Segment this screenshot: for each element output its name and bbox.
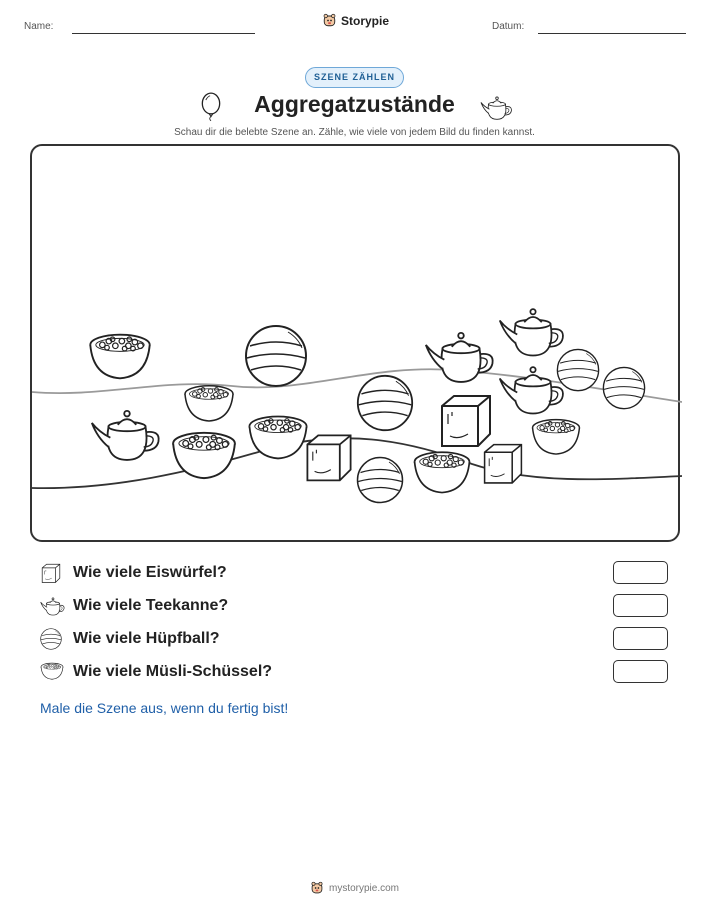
answer-box-cereal-bowl[interactable] [613,660,668,683]
footer-url[interactable]: mystorypie.com [328,882,399,894]
teapot [92,411,159,460]
cereal-bowl [90,335,149,379]
question-teapot [40,594,670,620]
cereal-bowl [415,452,470,492]
date-label: Datum: [492,21,525,32]
answer-box-bouncy-ball[interactable] [613,627,668,650]
instructions: Schau dir die belebte Szene an. Zähle, wie viele von jedem Bild du finden kannst. [174,127,535,138]
cereal-bowl [533,420,580,454]
date-line[interactable] [538,33,686,34]
brand-logo [322,13,389,28]
teapot-icon [480,94,514,121]
question-text: Wie viele Müsli-Schüssel? [73,663,273,680]
question-text: Wie viele Eiswürfel? [73,564,227,581]
ice-cube [307,435,350,480]
bouncy-ball-icon [40,628,62,650]
answer-box-ice-cube[interactable] [613,561,668,584]
bouncy-ball [246,326,306,386]
ice-cube-icon [40,562,62,584]
ice-cube [485,445,522,483]
question-text: Wie viele Hüpfball? [73,630,220,647]
name-line[interactable] [72,33,255,34]
scene-illustration [32,146,682,544]
bouncy-ball [358,458,403,503]
question-cereal-bowl [40,660,670,686]
worksheet-type-badge: SZENE ZÄHLEN [305,67,404,88]
cereal-bowl-icon [40,661,64,681]
name-label: Name: [24,21,54,32]
counting-scene [30,144,680,542]
storypie-logo-icon [310,881,324,895]
question-text: Wie viele Teekanne? [73,597,229,614]
bouncy-ball [358,376,412,430]
teapot [426,333,493,382]
teapot-icon [40,595,66,617]
teapot [500,367,563,413]
page-title: Aggregatzustände [254,91,455,117]
bouncy-ball [557,349,598,390]
bouncy-ball [603,367,644,408]
footer [0,881,709,895]
coloring-instruction: Male die Szene aus, wenn du fertig bist! [40,700,289,716]
cereal-bowl [185,386,233,421]
storypie-logo-icon [322,13,337,28]
teapot [500,309,563,355]
brand-name: Storypie [341,13,390,28]
question-ice-cube [40,561,670,587]
answer-box-teapot[interactable] [613,594,668,617]
question-bouncy-ball [40,627,670,653]
ice-cube [442,396,490,446]
